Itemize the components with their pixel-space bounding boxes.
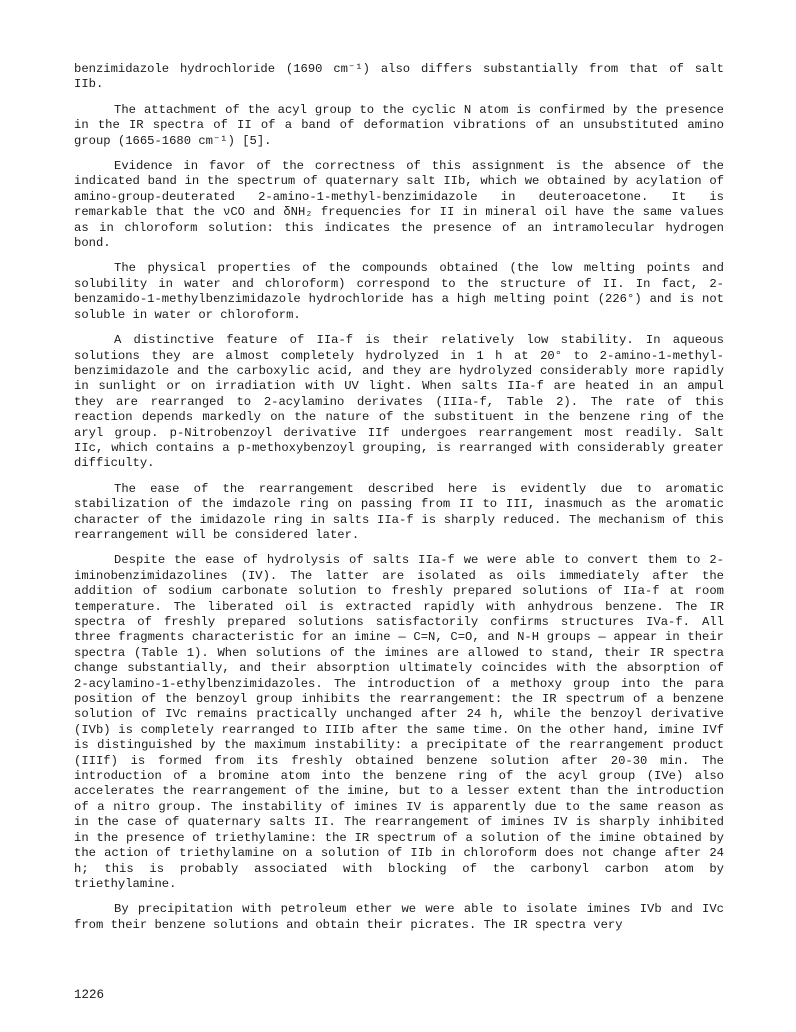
paragraph-2: The attachment of the acyl group to the cyclic N atom is confirmed by the presence in the IR spectra of II of a band of deformation vibrations of an unsubstituted amino group (1665-1680 cm⁻¹) [5]. [74, 102, 724, 148]
paragraph-5: A distinctive feature of IIa-f is their relatively low stability. In aqueous solutions they are almost completely hydrolyzed in 1 h at 20° to 2-amino-1-methyl-benzimidazole and the carboxylic acid, and they are hydrolyzed considerably more rapidly in sunlight or on irradiation with UV light. When salts IIa-f are heated in an ampul they are rearranged to 2-acylamino derivates (IIIa-f, Table 2). The rate of this reaction depends markedly on the nature of the substituent in the benzene ring of the aryl group. p-Nitrobenzoyl derivative IIf undergoes rearrangement most readily. Salt IIc, which contains a p-methoxybenzoyl grouping, is rearranged with considerably greater difficulty. [74, 333, 724, 471]
paragraph-7: Despite the ease of hydrolysis of salts IIa-f we were able to convert them to 2-iminobenzimidazolines (IV). The latter are isolated as oils immediately after the addition of sodium carbonate solution to freshly prepared solutions of IIa-f at room temperature. The liberated oil is extracted rapidly with anhydrous benzene. The IR spectra of freshly prepared solutions satisfactorily confirms structures IVa-f. All three fragments characteristic for an imine — C=N, C=O, and N-H groups — appear in their spectra (Table 1). When solutions of the imines are allowed to stand, their IR spectra change substantially, and their absorption ultimately coincides with the absorption of 2-acylamino-1-ethylbenzimidazoles. The introduction of a methoxy group into the para position of the benzoyl group inhibits the rearrangement: the IR spectrum of a benzene solution of IVc remains practically unchanged after 24 h, while the benzoyl derivative (IVb) is completely rearranged to IIIb after the same time. On the other hand, imine IVf is distinguished by the maximum instability: a precipitate of the rearrangement product (IIIf) is formed from its freshly obtained benzene solution after 20-30 min. The introduction of a bromine atom into the benzene ring of the acyl group (IVe) also accelerates the rearrangement of the imine, but to a lesser extent than the introduction of a nitro group. The instability of imines IV is apparently due to the same reason as in the case of quaternary salts II. The rearrangement of imines IV is sharply inhibited in the presence of triethylamine: the IR spectrum of a solution of the imine obtained by the action of triethylamine on a solution of IIb in chloroform does not change after 24 h; this is probably associated with blocking of the carbonyl carbon atom by triethylamine. [74, 553, 724, 891]
page-number: 1226 [74, 988, 105, 1002]
paragraph-4: The physical properties of the compounds obtained (the low melting points and solubility in water and chloroform) correspond to the structure of II. In fact, 2-benzamido-1-methylbenzimidazole hydrochloride has a high melting point (226°) and is not soluble in water or chloroform. [74, 261, 724, 322]
article-body [74, 62, 724, 943]
paragraph-8: By precipitation with petroleum ether we were able to isolate imines IVb and IVc from their benzene solutions and obtain their picrates. The IR spectra very [74, 902, 724, 932]
paragraph-1: benzimidazole hydrochloride (1690 cm⁻¹) also differs substantially from that of salt IIb. [74, 62, 724, 92]
paragraph-3: Evidence in favor of the correctness of this assignment is the absence of the indicated band in the spectrum of quaternary salt IIb, which we obtained by acylation of amino-group-deuterated 2-amino-1-methyl-benzimidazole in deuteroacetone. It is remarkable that the νCO and δNH₂ frequencies for II in mineral oil have the same values as in chloroform solution: this indicates the presence of an intramolecular hydrogen bond. [74, 159, 724, 251]
paragraph-6: The ease of the rearrangement described here is evidently due to aromatic stabilization of the imdazole ring on passing from II to III, inasmuch as the aromatic character of the imidazole ring in salts IIa-f is sharply reduced. The mechanism of this rearrangement will be considered later. [74, 481, 724, 542]
